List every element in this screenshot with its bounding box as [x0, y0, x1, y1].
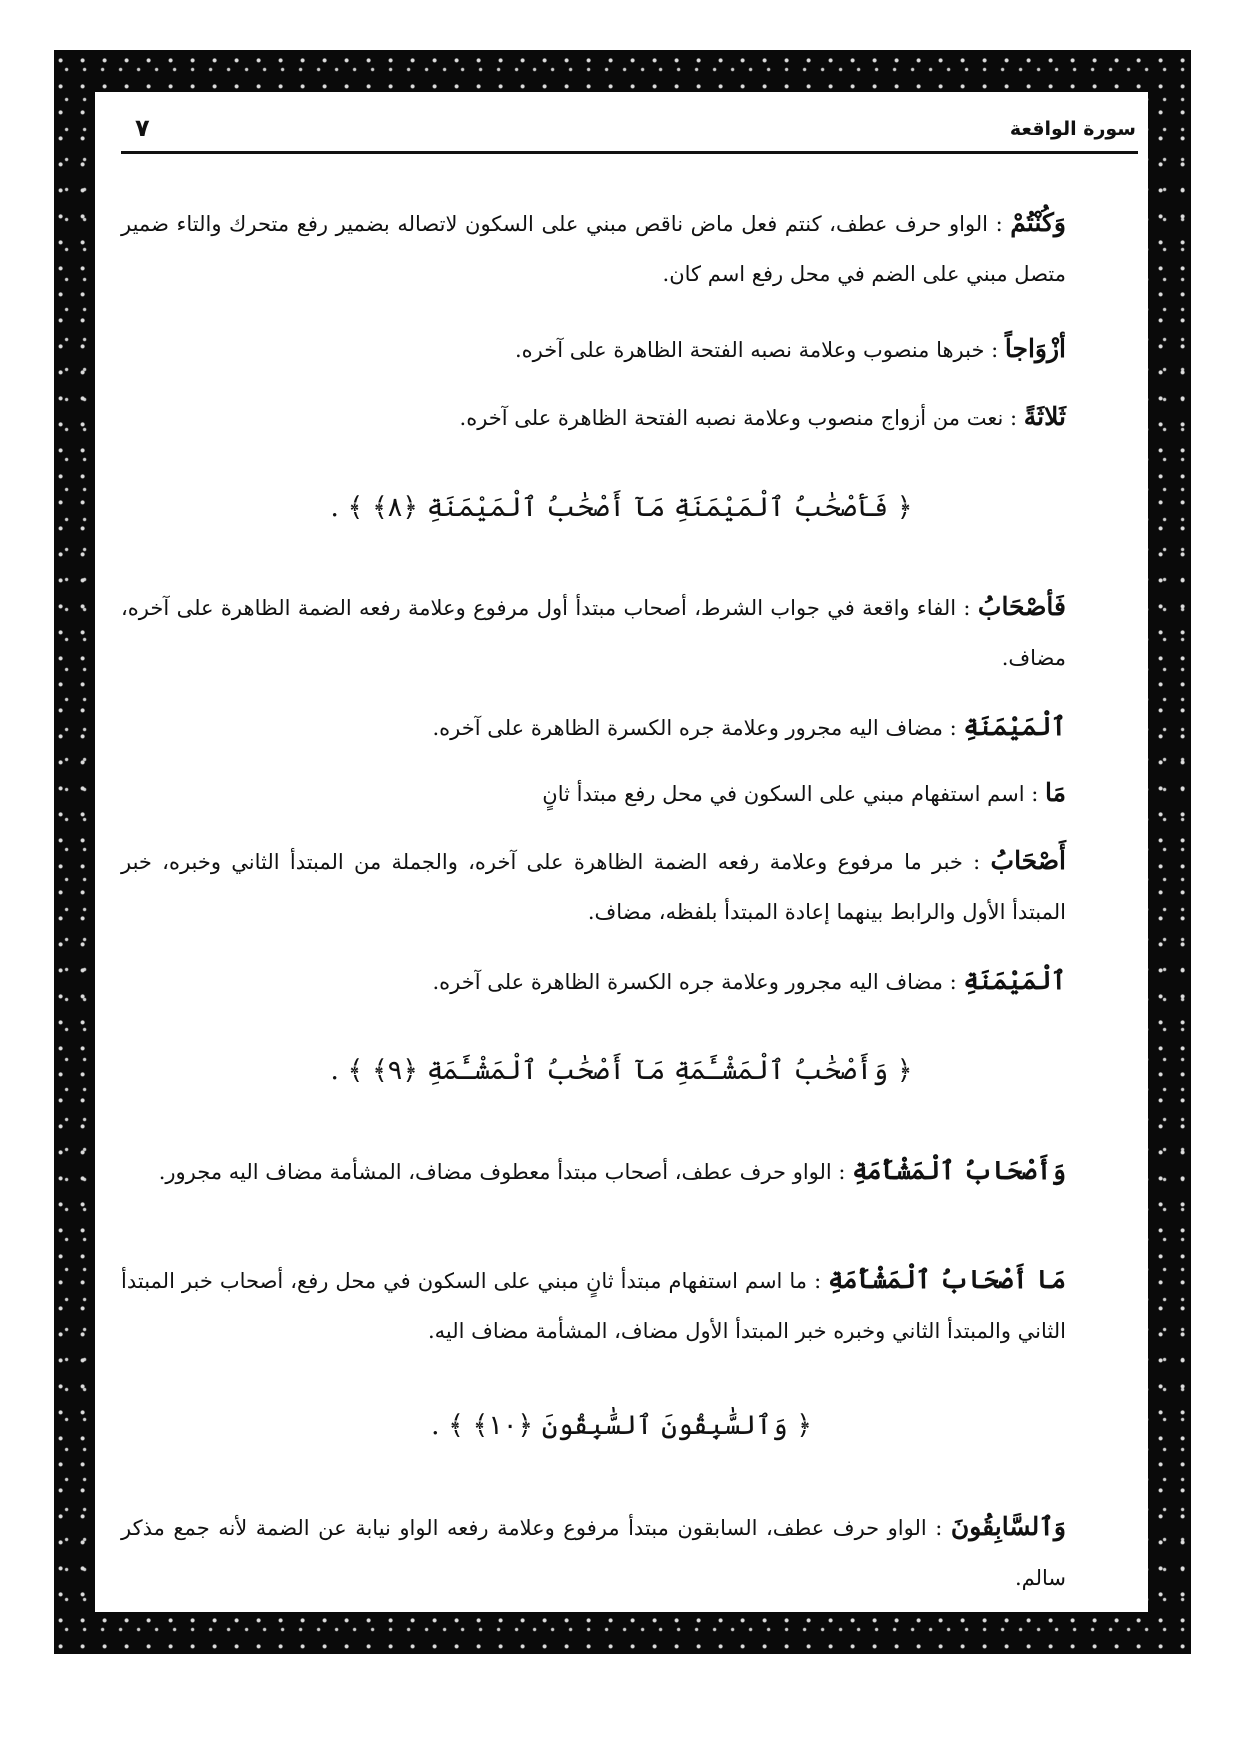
quran-verse: ﴿ وَٱلسَّٰبِقُونَ ٱلسَّٰبِقُونَ ﴿١٠﴾ ﴾ .: [430, 1410, 813, 1441]
term: ثَلاثَةً: [1023, 402, 1066, 431]
paragraph: [121, 582, 1138, 683]
explanation: : خبر ما مرفوع وعلامة رفعه الضمة الظاهرة على آخره، والجملة من المبتدأ الثاني وخبره، خبر المبتدأ الأول والرابط بينهما إعادة المبتدأ بلفظه، مضاف.: [121, 850, 1066, 924]
quran-verse: ﴿ فَأَصْحَٰبُ ٱلْمَيْمَنَةِ مَآ أَصْحَٰبُ ٱلْمَيْمَنَةِ ﴿٨﴾ ﴾ .: [330, 492, 913, 523]
explanation: : الفاء واقعة في جواب الشرط، أصحاب مبتدأ أول مرفوع وعلامة رفعه الضمة الظاهرة على آخره، مضاف.: [121, 596, 1066, 670]
quran-verse: ﴿ وَأَصْحَٰبُ ٱلْمَشْـَٔمَةِ مَآ أَصْحَٰبُ ٱلْمَشْـَٔمَةِ ﴿٩﴾ ﴾ .: [330, 1055, 913, 1086]
page: [95, 92, 1148, 1612]
term: وَأَصْحَابُ ٱلْمَشْأَمَةِ: [852, 1156, 1066, 1185]
paragraph: [121, 702, 1138, 753]
paragraph: [121, 956, 1138, 1007]
paragraph: [121, 1502, 1138, 1603]
paragraph: [121, 1255, 1138, 1356]
explanation: : اسم استفهام مبني على السكون في محل رفع مبتدأ ثانٍ: [542, 782, 1039, 806]
term: مَا أَصْحَابُ ٱلْمَشْأَمَةِ: [828, 1265, 1066, 1294]
explanation: : نعت من أزواج منصوب وعلامة نصبه الفتحة الظاهرة على آخره.: [459, 406, 1018, 430]
explanation: : الواو حرف عطف، السابقون مبتدأ مرفوع وعلامة رفعه الواو نيابة عن الضمة لأنه جمع مذكر سالم.: [121, 1516, 1066, 1590]
explanation: : الواو حرف عطف، كنتم فعل ماض ناقص مبني على السكون لاتصاله بضمير رفع متحرك والتاء ضمير متصل مبني على الضم في محل رفع اسم كان.: [121, 212, 1066, 286]
term: ٱلْمَيْمَنَةِ: [963, 712, 1066, 741]
explanation: : الواو حرف عطف، أصحاب مبتدأ معطوف مضاف، المشأمة مضاف اليه مجرور.: [158, 1160, 846, 1184]
paragraph: [121, 836, 1138, 937]
term: وَٱلسَّابِقُونَ: [950, 1512, 1066, 1541]
paragraph: [121, 392, 1138, 443]
header-rule: [121, 151, 1138, 154]
page-number: ٧: [135, 114, 150, 142]
explanation: : مضاف اليه مجرور وعلامة جره الكسرة الظاهرة على آخره.: [432, 970, 957, 994]
explanation: : مضاف اليه مجرور وعلامة جره الكسرة الظاهرة على آخره.: [432, 716, 957, 740]
paragraph: [121, 198, 1138, 299]
term: ٱلْمَيْمَنَةِ: [963, 966, 1066, 995]
term: وَكُنْتُمْ: [1010, 208, 1066, 237]
term: مَا: [1044, 778, 1066, 807]
running-header-title: سورة الواقعة: [1009, 118, 1136, 140]
term: أزْوَاجاً: [1004, 334, 1066, 363]
term: فَأصْحَابُ: [977, 592, 1066, 621]
term: أَصْحَابُ: [990, 846, 1066, 875]
paragraph: [121, 1146, 1138, 1197]
paragraph: [121, 768, 1138, 819]
explanation: : ما اسم استفهام مبتدأ ثانٍ مبني على السكون في محل رفع، أصحاب خبر المبتدأ الثاني والمبتدأ الثاني وخبره خبر المبتدأ الأول مضاف، المشأمة مضاف اليه.: [121, 1269, 1066, 1343]
paragraph: [121, 324, 1138, 375]
explanation: : خبرها منصوب وعلامة نصبه الفتحة الظاهرة على آخره.: [514, 338, 999, 362]
